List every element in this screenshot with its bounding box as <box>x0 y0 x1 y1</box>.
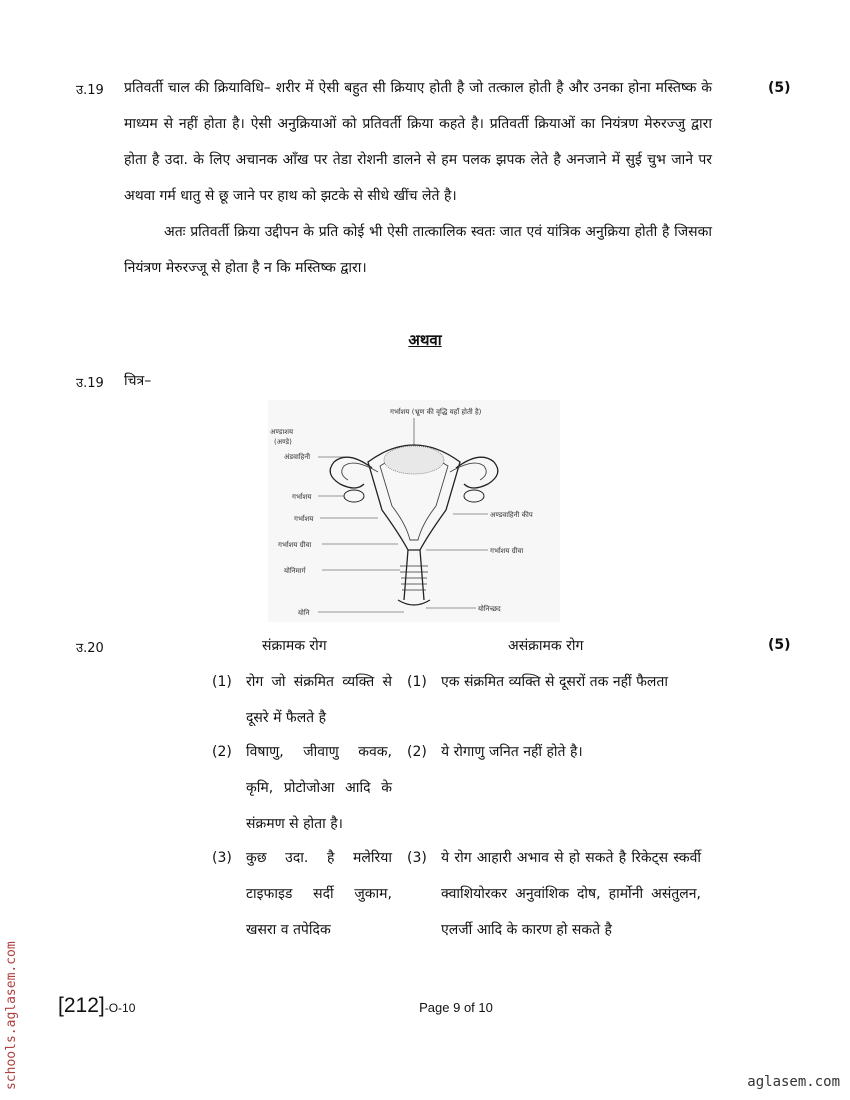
row-1-number-a: (1) <box>212 674 232 690</box>
side-watermark: schools.aglasem.com <box>4 941 19 1090</box>
question-number-19-alt: उ.19 <box>76 376 104 391</box>
row-1-number-b: (1) <box>407 674 427 690</box>
row-2-number-a: (2) <box>212 744 232 760</box>
row-1-communicable: रोग जो संक्रमित व्यक्ति से दूसरे में फैलते है <box>246 674 392 726</box>
question-number-20: उ.20 <box>76 641 104 656</box>
female-reproductive-system-diagram <box>268 400 560 622</box>
row-3-communicable: कुछ उदा. है मलेरिया टाइफाइड सर्दी जुकाम, खसरा व तपेदिक <box>246 850 392 938</box>
figure-label: चित्र– <box>124 373 152 389</box>
paper-code-main: [212] <box>58 994 105 1017</box>
label-l6: योनिमार्ग <box>284 567 306 575</box>
corner-watermark: aglasem.com <box>747 1074 840 1090</box>
answer-19-para-2: अतः प्रतिवर्ती क्रिया उद्दीपन के प्रति कोई भी ऐसी तात्कालिक स्वतः जात एवं यांत्रिक अनुक्रिया होती है जिसका नियंत्रण मेरुरज्जू से होता है न कि मस्तिष्क द्वारा। <box>124 224 712 276</box>
label-r2: गर्भाशय ग्रीवा <box>490 547 524 555</box>
label-l3: गर्भाशय <box>292 493 312 501</box>
label-r1: अण्डवाहिनी कीप <box>490 511 533 519</box>
answer-19-para-1: प्रतिवर्ती चाल की क्रियाविधि– शरीर में ऐसी बहुत सी क्रियाए होती है जो तत्काल होती है और उनका होना मस्तिष्क के माध्यम से नहीं होता है। ऐसी अनुक्रियाओं को प्रतिवर्ती क्रिया कहते है। प्रतिवर्ती क्रियाओं का नियंत्रण मेरुरज्जु द्वारा होता है उदा. के लिए अचानक आँख पर तेडा रोशनी डालने से हम पलक झपक लेते है अनजाने में सुई चुभ जाने पर अथवा गर्म धातु से छू जाने पर हाथ को झटके से सीधे खींच लेते है। <box>124 80 712 204</box>
row-2-non-communicable: ये रोगाणु जनित नहीं होते है। <box>441 744 583 760</box>
row-2-communicable: विषाणु, जीवाणु कवक, कृमि, प्रोटोजोआ आदि के संक्रमण से होता है। <box>246 744 392 832</box>
label-l5: गर्भाशय ग्रीवा <box>278 541 312 549</box>
label-l1: अण्डाशय <box>270 428 294 436</box>
page-number: Page 9 of 10 <box>419 1000 493 1015</box>
question-number-19: उ.19 <box>76 83 104 98</box>
label-l1b: (अण्डे) <box>274 438 292 446</box>
row-2-number-b: (2) <box>407 744 427 760</box>
paper-code-suffix: -O-10 <box>104 1001 136 1015</box>
column-head-non-communicable: असंक्रामक रोग <box>508 638 584 654</box>
label-l2: अंडवाहिनी <box>284 453 311 461</box>
row-3-number-a: (3) <box>212 850 232 866</box>
row-3-non-communicable: ये रोग आहारी अभाव से हो सकते है रिकेट्स स्कर्वी क्वाशियोरकर अनुवांशिक दोष, हार्मोनी असंतुलन, एलर्जी आदि के कारण हो सकते है <box>441 850 701 938</box>
or-heading: अथवा <box>408 331 442 349</box>
label-top: गर्भाशय (भ्रूण की वृद्धि यहाँ होती है) <box>390 408 482 416</box>
uterus-fundus <box>384 446 444 474</box>
label-l7: योनि <box>298 609 310 617</box>
label-l4: गर्भाशय <box>294 515 314 523</box>
label-r3: योनिच्छद <box>478 605 501 613</box>
marks-q19: (5) <box>768 80 791 96</box>
marks-q20: (5) <box>768 637 791 653</box>
answer-19-text <box>124 70 712 286</box>
column-head-communicable: संक्रामक रोग <box>262 638 327 654</box>
row-1-non-communicable: एक संक्रमित व्यक्ति से दूसरों तक नहीं फैलता <box>441 674 669 690</box>
row-3-number-b: (3) <box>407 850 427 866</box>
